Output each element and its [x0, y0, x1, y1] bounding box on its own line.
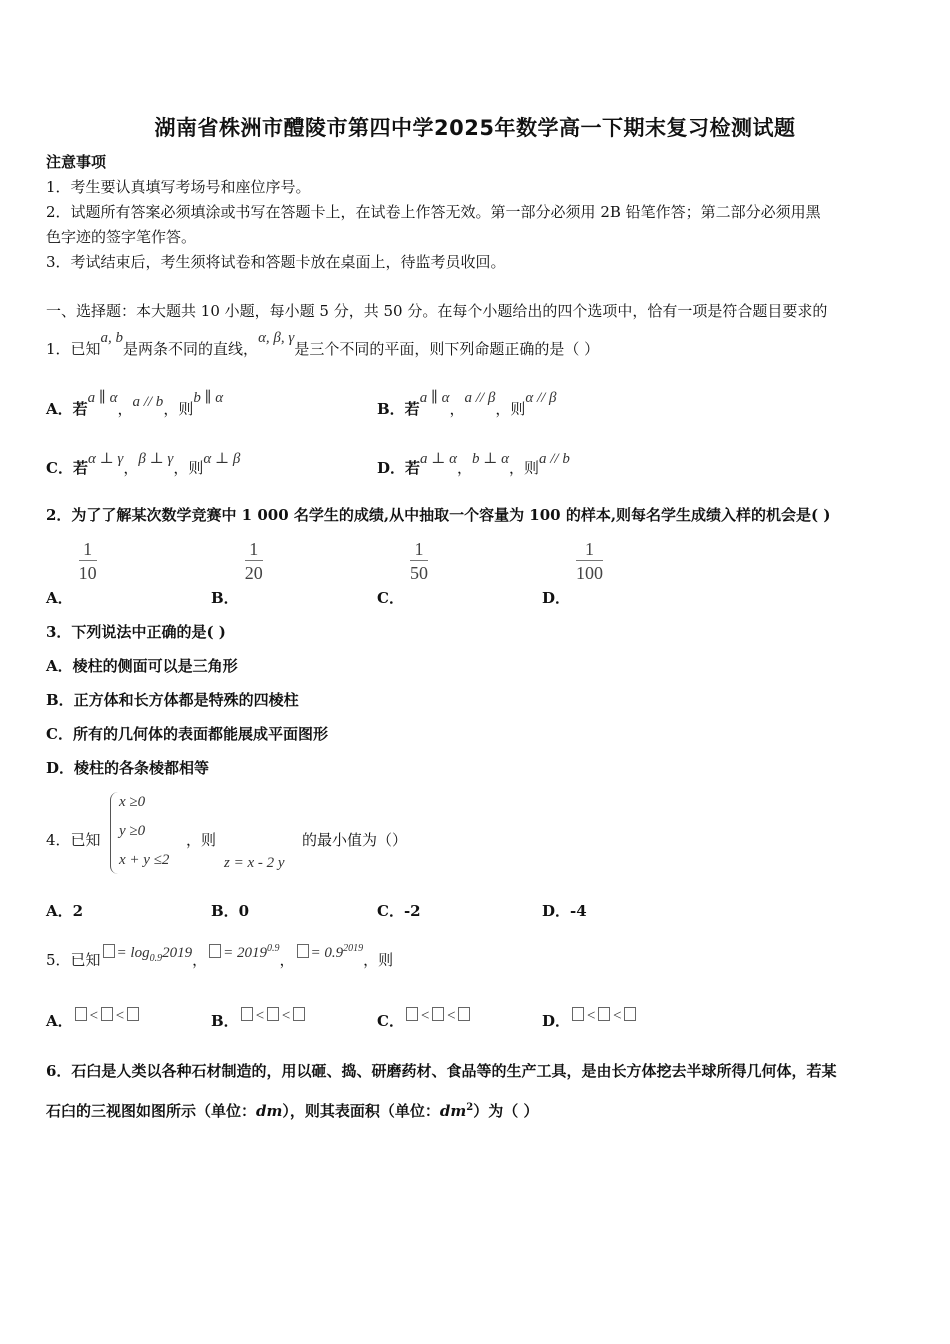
placeholder-glyph-icon: [624, 1007, 636, 1021]
q3-option-c[interactable]: C．所有的几何体的表面都能展成平面图形: [46, 725, 328, 743]
math: a ⊥ α: [420, 451, 457, 467]
text: 石臼的三视图如图所示（单位：: [46, 1102, 257, 1120]
math: <: [114, 1008, 125, 1024]
q4-constraint-system: [110, 792, 187, 874]
notice-heading: 注意事项: [46, 153, 107, 171]
placeholder-glyph-icon: [297, 944, 309, 958]
constraint-2: y ≥0: [119, 823, 146, 839]
option-label: C．: [377, 1012, 404, 1030]
math: a // β: [464, 390, 496, 406]
option-label: D．若: [377, 459, 421, 477]
notice-item-1: 1．考生要认真填写考场号和座位序号。: [46, 178, 311, 196]
question-2: 2．为了了解某次数学竞赛中 1 000 名学生的成绩,从中抽取一个容量为 100 的样本,则每名学生成绩入样的机会是( ): [46, 506, 831, 524]
q4-option-d[interactable]: D．-4: [542, 902, 587, 920]
math: <: [612, 1008, 623, 1024]
q4-then: ，则: [186, 831, 217, 849]
math: <: [586, 1008, 597, 1024]
q4-objective: z = x - 2 y: [224, 855, 285, 871]
q1-option-c[interactable]: [46, 451, 241, 479]
q5-expr-b: [207, 943, 279, 961]
option-label: C．: [377, 589, 404, 607]
sep: ，: [449, 400, 465, 418]
math: = 2019: [223, 945, 267, 961]
numerator: 1: [410, 538, 428, 561]
placeholder-glyph-icon: [267, 1007, 279, 1021]
denominator: 50: [409, 563, 428, 583]
q4-option-b[interactable]: B．0: [211, 902, 250, 920]
math: 0.9: [149, 953, 163, 964]
numerator: 1: [245, 538, 263, 561]
q2-option-c[interactable]: [377, 538, 428, 607]
q1-option-a[interactable]: [46, 390, 224, 420]
option-label: B．: [211, 1012, 239, 1030]
placeholder-glyph-icon: [406, 1007, 418, 1021]
sep: ，: [117, 400, 133, 418]
math: a // b: [539, 451, 570, 467]
denominator: 10: [78, 563, 97, 583]
sep: ，: [123, 459, 139, 477]
option-label: B．: [211, 589, 239, 607]
q4-tail: 的最小值为（）: [302, 831, 408, 849]
placeholder-glyph-icon: [101, 1007, 113, 1021]
placeholder-glyph-icon: [598, 1007, 610, 1021]
math: <: [254, 1008, 265, 1024]
math: a // b: [132, 394, 164, 410]
math: 0.9: [266, 943, 280, 954]
option-label: D．: [542, 589, 571, 607]
math: α ⊥ β: [203, 451, 241, 467]
q1-option-b[interactable]: [377, 390, 557, 420]
question-1: [46, 330, 600, 360]
math: <: [419, 1008, 431, 1024]
math: α ⊥ γ: [87, 451, 124, 467]
fraction: [576, 538, 603, 585]
placeholder-glyph-icon: [127, 1007, 139, 1021]
math: β ⊥ γ: [138, 451, 174, 467]
q5-option-c[interactable]: [377, 1008, 472, 1032]
constraint-1: x ≥0: [119, 794, 146, 810]
q3-option-b[interactable]: B．正方体和长方体都是特殊的四棱柱: [46, 691, 299, 709]
q5-option-a[interactable]: [46, 1008, 141, 1032]
math: = 0.9: [310, 945, 344, 961]
q2-option-d[interactable]: [542, 538, 604, 607]
math: 2019: [343, 943, 364, 954]
sep: ，则: [509, 459, 540, 477]
q4-option-c[interactable]: C．-2: [377, 902, 421, 920]
math: <: [280, 1008, 291, 1024]
option-label: D．: [542, 1012, 571, 1030]
sep: ，: [457, 459, 473, 477]
q5-option-b[interactable]: [211, 1008, 307, 1032]
placeholder-glyph-icon: [209, 944, 221, 958]
math: a ∥ α: [87, 390, 118, 406]
q4-option-a[interactable]: A．2: [46, 902, 84, 920]
q1-math-planes: α, β, γ: [258, 330, 295, 346]
option-label: A．: [46, 589, 73, 607]
notice-item-2: 2．试题所有答案必须填涂或书写在答题卡上，在试卷上作答无效。第一部分必须用 2B 铅笔作答；第二部分必须用黑: [46, 203, 821, 221]
q1-option-d[interactable]: [377, 451, 570, 479]
sep: ，则: [363, 951, 394, 969]
denominator: 20: [244, 563, 263, 583]
question-5: [46, 943, 394, 977]
placeholder-glyph-icon: [103, 944, 115, 958]
unit: dm: [256, 1102, 283, 1120]
sep: ，则: [163, 400, 194, 418]
option-label: B．若: [377, 400, 420, 418]
constraint-3: x + y ≤2: [119, 852, 170, 868]
denominator: 100: [576, 563, 604, 583]
q4-number: 4．已知: [46, 831, 101, 849]
q3-option-a[interactable]: A．棱柱的侧面可以是三角形: [46, 657, 238, 675]
placeholder-glyph-icon: [241, 1007, 253, 1021]
sep: ，则: [173, 459, 204, 477]
q1-tail: 是三个不同的平面，则下列命题正确的是（ ）: [294, 340, 600, 358]
placeholder-glyph-icon: [458, 1007, 470, 1021]
q5-option-d[interactable]: [542, 1008, 638, 1032]
placeholder-glyph-icon: [432, 1007, 444, 1021]
option-label: A．: [46, 1012, 73, 1030]
math: = log: [116, 945, 150, 961]
q1-math-lines: a, b: [100, 330, 124, 346]
q2-option-b[interactable]: [211, 538, 263, 607]
placeholder-glyph-icon: [293, 1007, 305, 1021]
math: b ∥ α: [193, 390, 224, 406]
placeholder-glyph-icon: [75, 1007, 87, 1021]
section-heading: 一、选择题：本大题共 10 小题，每小题 5 分，共 50 分。在每个小题给出的四个选项中，恰有一项是符合题目要求的: [46, 302, 828, 320]
unit: dm: [439, 1102, 467, 1120]
q5-number: 5．已知: [46, 951, 101, 969]
math: b ⊥ α: [472, 451, 509, 467]
sep: ，: [192, 951, 208, 969]
option-label: A．若: [46, 400, 88, 418]
notice-item-3: 3．考试结束后，考生须将试卷和答题卡放在桌面上，待监考员收回。: [46, 253, 506, 271]
q3-option-d[interactable]: D．棱柱的各条棱都相等: [46, 759, 210, 777]
fraction: [410, 538, 428, 585]
notice-item-2-cont: 色字迹的签字笔作答。: [46, 228, 197, 246]
question-6: 6．石臼是人类以各种石材制造的，用以砸、捣、研磨药材、食品等的生产工具，是由长方体挖去半球所得几何体，若某: [46, 1062, 837, 1080]
option-label: C．若: [46, 459, 88, 477]
text: ），则其表面积（单位：: [282, 1102, 440, 1120]
sep: ，: [279, 951, 295, 969]
question-3: 3．下列说法中正确的是( ): [46, 623, 226, 641]
q2-option-a[interactable]: [46, 538, 97, 607]
math: <: [88, 1008, 99, 1024]
math: a ∥ α: [419, 390, 450, 406]
text: ）为（ ）: [473, 1102, 539, 1120]
sep: ，则: [495, 400, 526, 418]
fraction: [245, 538, 263, 585]
math: 2019: [162, 945, 193, 961]
q5-expr-c: [295, 943, 364, 961]
q1-mid: 是两条不同的直线，: [123, 340, 259, 358]
numerator: 1: [576, 538, 603, 561]
math: <: [446, 1008, 457, 1024]
fraction: [79, 538, 97, 585]
question-6-cont: [46, 1098, 538, 1121]
numerator: 1: [79, 538, 97, 561]
placeholder-glyph-icon: [572, 1007, 584, 1021]
unit-exponent: 2: [466, 1102, 474, 1113]
q1-number: 1．已知: [46, 340, 101, 358]
q5-expr-a: [101, 943, 193, 964]
page-title: 湖南省株洲市醴陵市第四中学2025年数学高一下期末复习检测试题: [154, 116, 796, 140]
math: α // β: [525, 390, 557, 406]
